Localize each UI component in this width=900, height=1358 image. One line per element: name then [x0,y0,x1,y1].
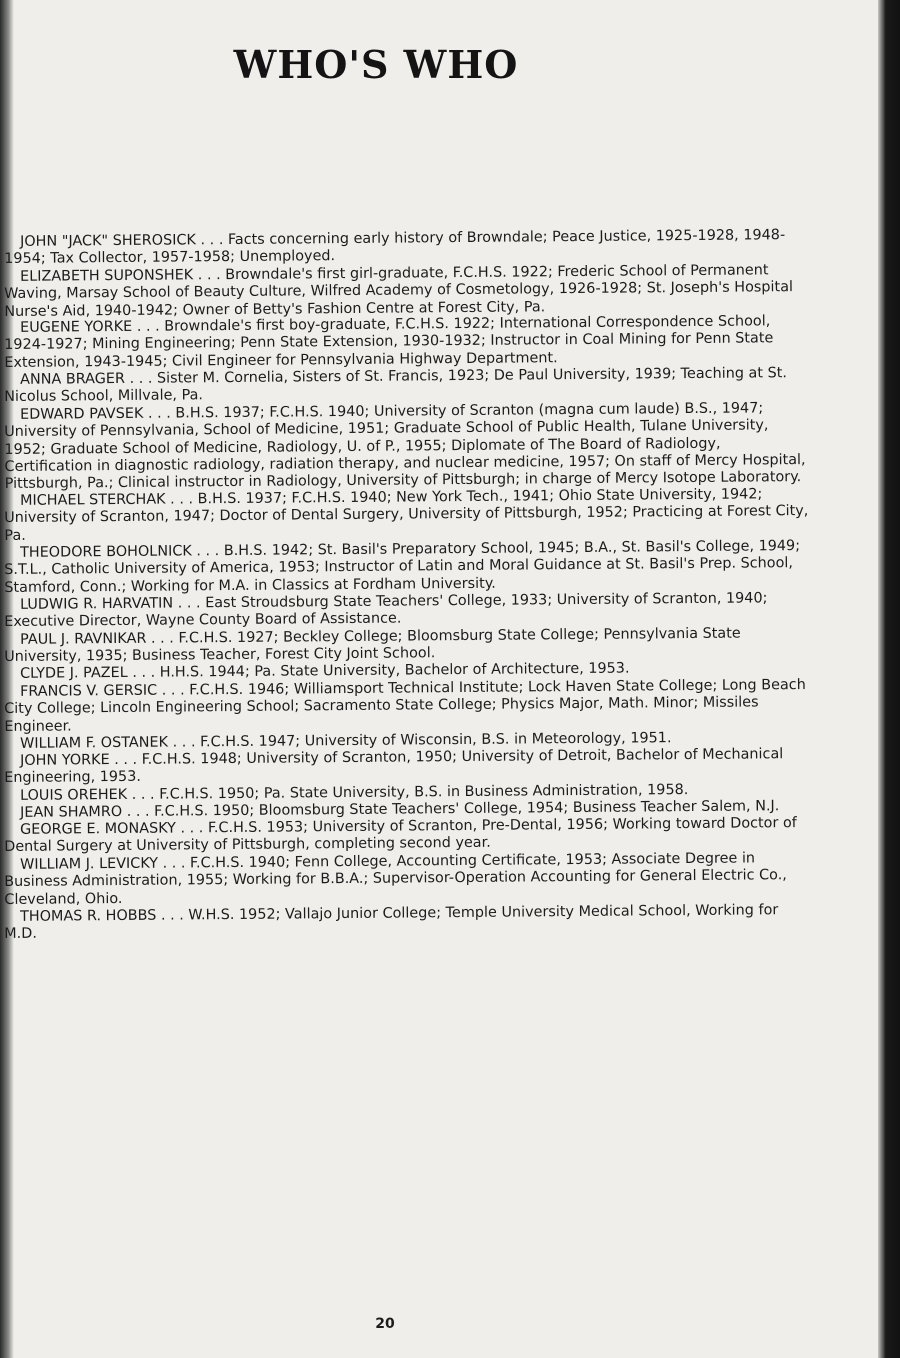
biography-entry: EDWARD PAVSEK . . . B.H.S. 1937; F.C.H.S. 1940; University of Scranton (magna cum laude) B.S., 1947; University of Pennsylvania, School of Medicine, 1951; Graduate School of Public Health, Tulane University, 1952; Graduate School of Medicine, Radiology, U. of P., 1955; Diplomate of The Board of Radiology, Certification in diagnostic radiology, radiation therapy, and nuclear medicine, 1957; On staff of Mercy Hospital, Pittsburgh, Pa.; Clinical instructor in Radiology, University of Pittsburgh; in charge of Mercy Isotope Laboratory. [4,400,806,493]
biography-entry: ELIZABETH SUPONSHEK . . . Browndale's first girl-graduate, F.C.H.S. 1922; Frederic School of Permanent Waving, Marsay School of Beauty Culture, Wilfred Academy of Cosmetology, 1926-1928; St. Joseph's Hospital Nurse's Aid, 1940-1942; Owner of Betty's Fashion Centre at Forest City, Pa. [4,261,794,320]
page-number: 20 [375,1316,395,1332]
biography-entry: GEORGE E. MONASKY . . . F.C.H.S. 1953; University of Scranton, Pre-Dental, 1956; Working toward Doctor of Dental Surgery at University of Pittsburgh, completing second year. [4,815,797,856]
biography-entry: JOHN "JACK" SHEROSICK . . . Facts concerning early history of Browndale; Peace Justice, 1925-1928, 1948-1954; Tax Collector, 1957-1958; Unemployed. [4,227,786,268]
biography-entry: WILLIAM F. OSTANEK . . . F.C.H.S. 1947; University of Wisconsin, B.S. in Meteorology, 1951. [19,729,672,752]
biography-entry: MICHAEL STERCHAK . . . B.H.S. 1937; F.C.H.S. 1940; New York Tech., 1941; Ohio State University, 1942; University of Scranton, 1947; Doctor of Dental Surgery, University of Pittsburgh, 1952; Practicing at Forest City, Pa. [4,486,809,545]
biography-entry: FRANCIS V. GERSIC . . . F.C.H.S. 1946; Williamsport Technical Institute; Lock Haven State College; Long Beach City College; Lincoln Engineering School; Sacramento State College; Physics Major, Math. Minor; Missiles Engineer. [4,676,806,735]
biography-entry: ANNA BRAGER . . . Sister M. Cornelia, Sisters of St. Francis, 1923; De Paul University, 1939; Teaching at St. Nicolus School, Millvale, Pa. [4,365,787,406]
biography-entry: LOUIS OREHEK . . . F.C.H.S. 1950; Pa. State University, B.S. in Business Administration, 1958. [19,781,689,804]
biography-entry: LUDWIG R. HARVATIN . . . East Stroudsburg State Teachers' College, 1933; University of Scranton, 1940; Executive Director, Wayne County Board of Assistance. [4,590,768,631]
biography-entry: JEAN SHAMRO . . . F.C.H.S. 1950; Bloomsburg State Teachers' College, 1954; Business Teacher Salem, N.J. [19,798,780,821]
page-edge-shadow [878,0,900,1358]
biography-entry: PAUL J. RAVNIKAR . . . F.C.H.S. 1927; Beckley College; Bloomsburg State College; Pennsylvania State University, 1935; Business Teacher, Forest City Joint School. [4,625,741,666]
biography-entry: JOHN YORKE . . . F.C.H.S. 1948; University of Scranton, 1950; University of Detroit, Bachelor of Mechanical Engineering, 1953. [4,746,784,787]
biography-list [4,227,810,943]
page-title: WHO'S WHO [233,42,519,87]
biography-entry: THEODORE BOHOLNICK . . . B.H.S. 1942; St. Basil's Preparatory School, 1945; B.A., St. Basil's College, 1949; S.T.L., Catholic University of America, 1953; Instructor of Latin and Moral Guidance at St. Basil's Prep. School, Stamford, Conn.; Working for M.A. in Classics at Fordham University. [4,538,801,596]
biography-entry: CLYDE J. PAZEL . . . H.H.S. 1944; Pa. State University, Bachelor of Architecture, 1953. [19,660,630,683]
biography-entry: WILLIAM J. LEVICKY . . . F.C.H.S. 1940; Fenn College, Accounting Certificate, 1953; Associate Degree in Business Administration, 1955; Working for B.B.A.; Supervisor-Operation Accounting for General Electric Co., Cleveland, Ohio. [4,850,787,908]
biography-entry: EUGENE YORKE . . . Browndale's first boy-graduate, F.C.H.S. 1922; International Correspondence School, 1924-1927; Mining Engineering; Penn State Extension, 1930-1932; Instructor in Coal Mining for Penn State Extension, 1943-1945; Civil Engineer for Pennsylvania Highway Department. [4,313,774,372]
biography-entry: THOMAS R. HOBBS . . . W.H.S. 1952; Vallajo Junior College; Temple University Medical School, Working for M.D. [4,901,779,942]
